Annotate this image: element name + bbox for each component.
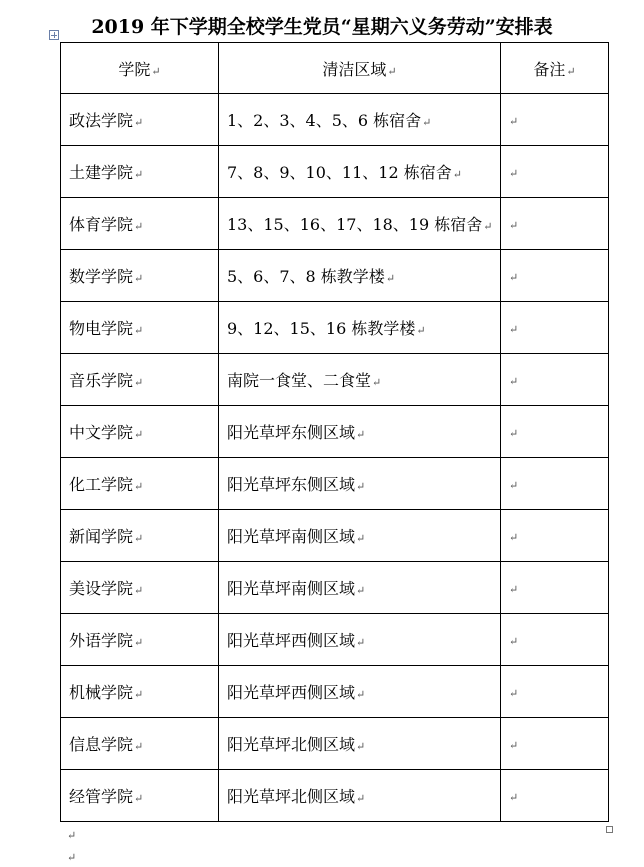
college-cell[interactable] [61, 666, 219, 718]
area-cell[interactable] [219, 510, 501, 562]
paragraph-mark: ↵ [134, 636, 144, 649]
college-cell[interactable] [61, 198, 219, 250]
table-row [61, 250, 609, 302]
college-text: 中文学院 [69, 423, 134, 442]
schedule-table [60, 42, 609, 822]
college-text: 美设学院 [69, 579, 134, 598]
paragraph-mark: ↵ [509, 271, 519, 284]
paragraph-mark: ↵ [372, 376, 382, 389]
college-cell[interactable] [61, 562, 219, 614]
area-text: 阳光草坪西侧区域 [227, 631, 356, 650]
area-cell[interactable] [219, 302, 501, 354]
college-text: 外语学院 [69, 631, 134, 650]
college-cell[interactable] [61, 510, 219, 562]
area-cell[interactable] [219, 250, 501, 302]
table-row [61, 510, 609, 562]
paragraph-mark: ↵ [509, 323, 519, 336]
paragraph-mark: ↵ [509, 479, 519, 492]
area-cell[interactable] [219, 458, 501, 510]
paragraph-mark: ↵ [422, 116, 432, 129]
area-text: 阳光草坪北侧区域 [227, 735, 356, 754]
college-cell[interactable] [61, 354, 219, 406]
table-header-row [61, 43, 609, 94]
college-cell[interactable] [61, 94, 219, 146]
table-row [61, 770, 609, 822]
area-cell[interactable] [219, 666, 501, 718]
note-cell[interactable] [501, 458, 609, 510]
college-text: 机械学院 [69, 683, 134, 702]
paragraph-mark: ↵ [509, 115, 519, 128]
paragraph-mark: ↵ [452, 168, 462, 181]
paragraph-mark: ↵ [134, 272, 144, 285]
header-area: 清洁区域↵ [219, 43, 501, 94]
paragraph-mark: ↵ [356, 584, 366, 597]
paragraph-mark: ↵ [356, 428, 366, 441]
table-row [61, 406, 609, 458]
note-cell[interactable] [501, 198, 609, 250]
college-text: 政法学院 [69, 111, 134, 130]
paragraph-mark: ↵ [509, 375, 519, 388]
college-text: 新闻学院 [69, 527, 134, 546]
paragraph-mark: ↵ [483, 220, 493, 233]
area-text: 阳光草坪东侧区域 [227, 423, 356, 442]
paragraph-mark: ↵ [134, 688, 144, 701]
table-move-handle-icon[interactable] [49, 30, 59, 40]
header-note: 备注↵ [501, 43, 609, 94]
table-row [61, 562, 609, 614]
note-cell[interactable] [501, 718, 609, 770]
paragraph-mark: ↵ [387, 64, 397, 78]
paragraph-mark: ↵ [134, 792, 144, 805]
paragraph-mark: ↵ [385, 272, 396, 285]
college-text: 音乐学院 [69, 371, 134, 390]
college-cell[interactable] [61, 718, 219, 770]
area-cell[interactable] [219, 406, 501, 458]
paragraph-mark: ↵ [509, 219, 519, 232]
area-cell[interactable] [219, 198, 501, 250]
paragraph-mark: ↵ [356, 480, 366, 493]
area-cell[interactable] [219, 562, 501, 614]
paragraph-mark: ↵ [134, 740, 144, 753]
table-row [61, 458, 609, 510]
college-cell[interactable] [61, 406, 219, 458]
college-cell[interactable] [61, 250, 219, 302]
table-resize-handle[interactable] [606, 826, 613, 833]
note-cell[interactable] [501, 302, 609, 354]
college-cell[interactable] [61, 302, 219, 354]
college-text: 经管学院 [69, 787, 134, 806]
document-title: 2019 年下学期全校学生党员“星期六义务劳动”安排表 [91, 16, 553, 38]
paragraph-mark: ↵ [134, 116, 144, 129]
note-cell[interactable] [501, 666, 609, 718]
paragraph-mark: ↵ [151, 64, 161, 78]
college-text: 化工学院 [69, 475, 134, 494]
note-cell[interactable] [501, 94, 609, 146]
table-row [61, 94, 609, 146]
college-text: 数学学院 [69, 267, 134, 286]
paragraph-mark: ↵ [509, 167, 519, 180]
college-cell[interactable] [61, 770, 219, 822]
paragraph-mark: ↵ [356, 740, 366, 753]
area-text: 9、12、15、16 栋教学楼 [227, 319, 416, 338]
college-text: 体育学院 [69, 215, 134, 234]
paragraph-mark: ↵ [134, 532, 144, 545]
note-cell[interactable] [501, 354, 609, 406]
area-cell[interactable] [219, 614, 501, 666]
area-text: 阳光草坪北侧区域 [227, 787, 356, 806]
table-row [61, 718, 609, 770]
paragraph-mark: ↵ [509, 427, 519, 440]
note-cell[interactable] [501, 406, 609, 458]
paragraph-mark: ↵ [509, 687, 519, 700]
area-text: 1、2、3、4、5、6 栋宿舍 [227, 111, 422, 130]
college-text: 信息学院 [69, 735, 134, 754]
area-cell[interactable] [219, 770, 501, 822]
paragraph-mark: ↵ [356, 636, 366, 649]
area-text: 13、15、16、17、18、19 栋宿舍 [227, 215, 483, 234]
area-text: 阳光草坪东侧区域 [227, 475, 356, 494]
area-text: 阳光草坪西侧区域 [227, 683, 356, 702]
area-text: 南院一食堂、二食堂 [227, 371, 372, 390]
paragraph-mark: ↵ [134, 220, 144, 233]
table-row [61, 146, 609, 198]
note-cell[interactable] [501, 614, 609, 666]
paragraph-mark: ↵ [134, 480, 144, 493]
paragraph-mark: ↵ [134, 324, 144, 337]
college-cell[interactable] [61, 458, 219, 510]
area-text: 阳光草坪南侧区域 [227, 579, 356, 598]
area-text: 5、6、7、8 栋教学楼 [227, 267, 385, 286]
paragraph-mark: ↵ [509, 583, 519, 596]
note-cell[interactable] [501, 510, 609, 562]
paragraph-mark: ↵ [416, 324, 426, 337]
area-cell[interactable] [219, 354, 501, 406]
area-text: 阳光草坪南侧区域 [227, 527, 356, 546]
paragraph-mark: ↵ [509, 635, 519, 648]
paragraph-mark: ↵ [134, 376, 144, 389]
note-cell[interactable] [501, 250, 609, 302]
paragraph-mark: ↵ [356, 792, 366, 805]
table-row [61, 614, 609, 666]
paragraph-mark: ↵ [356, 688, 366, 701]
note-cell[interactable] [501, 562, 609, 614]
area-text: 7、8、9、10、11、12 栋宿舍 [227, 163, 452, 182]
paragraph-mark: ↵ [509, 791, 519, 804]
note-cell[interactable] [501, 146, 609, 198]
college-cell[interactable] [61, 146, 219, 198]
paragraph-mark: ↵ [509, 531, 519, 544]
college-text: 物电学院 [69, 319, 134, 338]
table-row [61, 354, 609, 406]
table-row [61, 666, 609, 718]
note-cell[interactable] [501, 770, 609, 822]
area-cell[interactable] [219, 94, 501, 146]
table-row [61, 198, 609, 250]
header-college: 学院↵ [61, 43, 219, 94]
paragraph-mark: ↵ [134, 428, 144, 441]
area-cell[interactable] [219, 146, 501, 198]
paragraph-mark: ↵ [509, 739, 519, 752]
table-row [61, 302, 609, 354]
college-cell[interactable] [61, 614, 219, 666]
college-text: 土建学院 [69, 163, 134, 182]
paragraph-mark: ↵ [67, 851, 77, 864]
paragraph-mark: ↵ [67, 829, 77, 842]
paragraph-mark: ↵ [134, 168, 144, 181]
paragraph-mark: ↵ [134, 584, 144, 597]
paragraph-mark: ↵ [566, 64, 576, 78]
area-cell[interactable] [219, 718, 501, 770]
paragraph-mark: ↵ [356, 532, 366, 545]
